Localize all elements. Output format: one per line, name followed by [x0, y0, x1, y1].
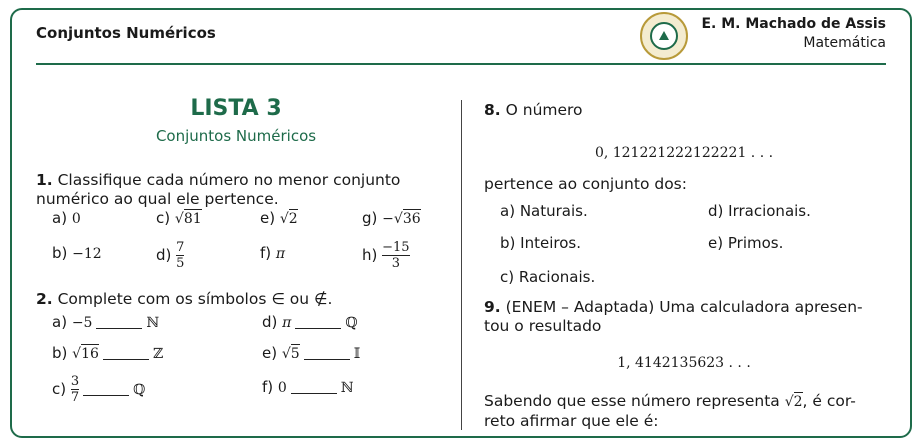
q2-item-c: c) $\frac{3}{7}$ ℚ [52, 374, 146, 405]
question-9: 9. (ENEM – Adaptada) Uma calculadora apresen- tou o resultado [484, 298, 863, 335]
question-1 [36, 171, 446, 209]
q8-option-d: d) Irracionais. [708, 202, 811, 220]
question-text: Classifique cada número no menor conjunto numérico ao qual ele pertence. [36, 171, 401, 208]
school-info [701, 15, 886, 53]
q8-option-e: e) Primos. [708, 234, 784, 252]
q1-item-f: f) π [260, 244, 286, 262]
q9-expression: 1, 4142135623 . . . [617, 355, 751, 371]
school-name: E. M. Machado de Assis [701, 16, 886, 32]
q1-item-h: h) $\frac{-15}{3}$ [362, 240, 410, 271]
q8-text2: pertence ao conjunto dos: [484, 175, 687, 193]
q1-item-d: d) $\frac{7}{5}$ [156, 240, 185, 271]
question-number: 9. [484, 298, 501, 316]
list-title: LISTA 3 [190, 96, 282, 121]
q9-text2: Sabendo que esse número representa √2, é cor- reto afirmar que ele é: [484, 392, 856, 430]
q1-item-c: c) √81 [156, 209, 202, 227]
school-seal-icon [640, 12, 688, 60]
q8-option-c: c) Racionais. [500, 268, 596, 286]
q1-item-e: e) √2 [260, 209, 298, 227]
header-title: Conjuntos Numéricos [36, 24, 216, 42]
q2-item-b: b) √16 ℤ [52, 344, 164, 362]
q8-option-a: a) Naturais. [500, 202, 588, 220]
question-text: O número [500, 101, 583, 119]
header-divider [36, 63, 886, 65]
column-divider [461, 100, 462, 430]
q2-item-a: a) −5 ℕ [52, 313, 160, 331]
question-text: Complete com os símbolos ∈ ou ∉. [52, 290, 333, 308]
question-number: 1. [36, 171, 53, 189]
question-2 [36, 290, 446, 309]
q8-expression: 0, 121221222122221 . . . [594, 145, 774, 161]
q2-item-e: e) √5 𝕀 [262, 344, 361, 362]
question-number: 2. [36, 290, 53, 308]
q2-item-f: f) 0 ℕ [262, 378, 354, 396]
question-number: 8. [484, 101, 501, 119]
subject: Matemática [803, 35, 886, 51]
question-8 [484, 101, 583, 120]
q1-item-a: a) 0 [52, 209, 81, 227]
q8-option-b: b) Inteiros. [500, 234, 581, 252]
q1-item-g: g) −√36 [362, 209, 421, 227]
list-subtitle: Conjuntos Numéricos [155, 127, 317, 145]
q2-item-d: d) π ℚ [262, 313, 358, 331]
question-text: (ENEM – Adaptada) Uma calculadora apresen- [500, 298, 863, 316]
q1-item-b: b) −12 [52, 244, 102, 262]
